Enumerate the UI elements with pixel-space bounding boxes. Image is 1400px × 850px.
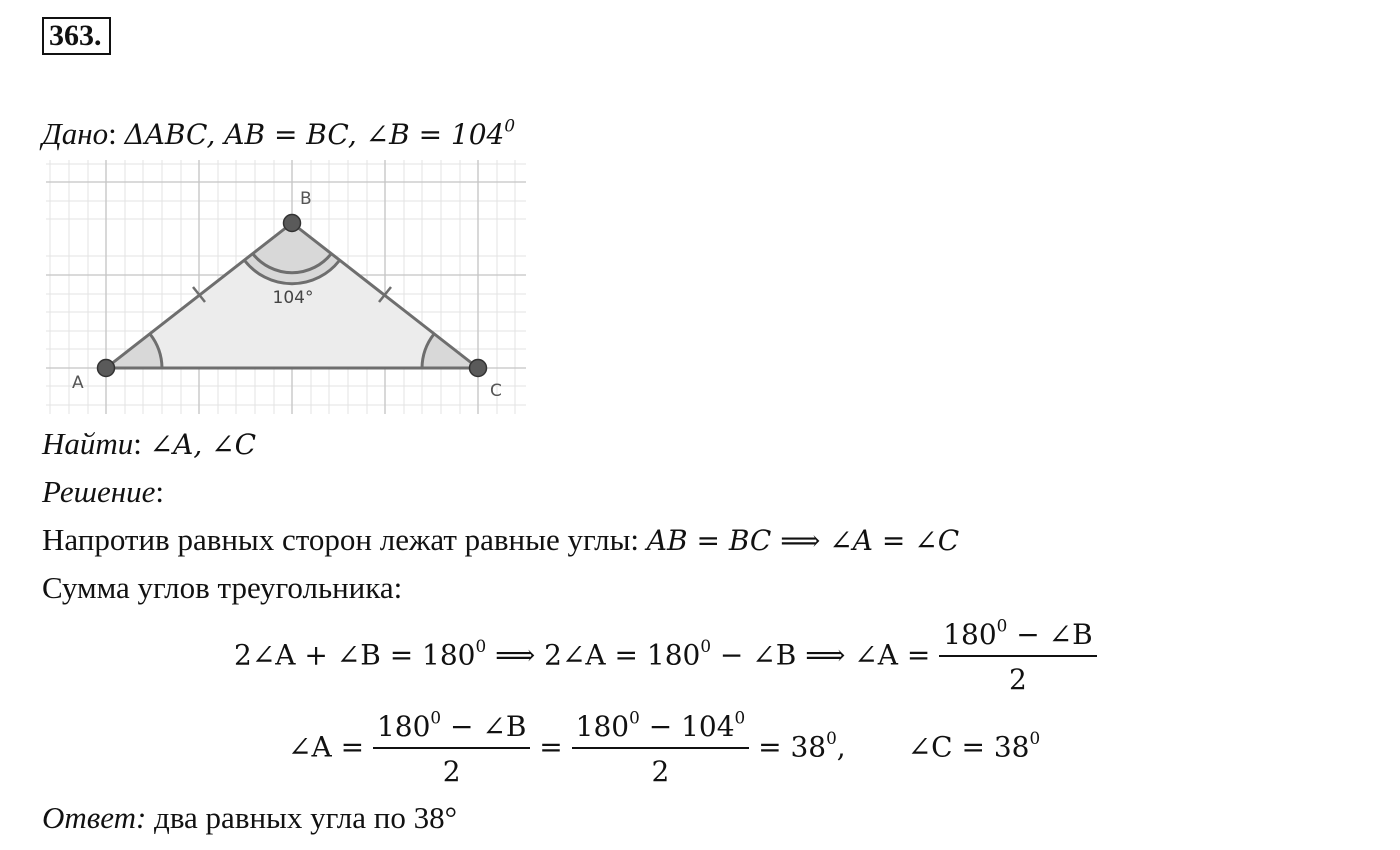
- eq1-num-value: 180: [943, 618, 997, 651]
- eq2-f1-num-value: 180: [376, 710, 431, 743]
- vertex-c-label: C: [490, 381, 502, 401]
- equation-2: [288, 707, 1041, 788]
- given-degree: 0: [504, 115, 516, 136]
- eq1-fraction-denominator: 2: [1009, 663, 1027, 696]
- vertex-c-point: [470, 360, 487, 377]
- answer-text: два равных угла по 38°: [146, 800, 457, 835]
- find-text: ∠A, ∠C: [149, 428, 257, 461]
- step2-line: [42, 568, 402, 608]
- eq1-fraction: [939, 615, 1096, 696]
- eq2-f1-num-degree: 0: [430, 707, 442, 728]
- step1-line: [42, 520, 959, 561]
- eq1-part2: ⟹ 2∠A = 180: [486, 638, 701, 672]
- find-line: Найти: ∠A, ∠C: [42, 426, 257, 461]
- equation-1: [234, 615, 1097, 696]
- step2-text: Сумма углов треугольника:: [42, 570, 403, 605]
- vertex-b-label: B: [300, 189, 312, 209]
- answer-line: [42, 798, 457, 838]
- eq1-part1: 2∠A + ∠B = 180: [234, 638, 476, 672]
- eq2-result-a-degree: 0: [826, 727, 837, 748]
- eq2-result-a: = 38: [749, 730, 827, 764]
- eq1-degree-1: 0: [475, 635, 487, 656]
- given-label: Дано: [42, 116, 109, 151]
- eq1-num-rest: − ∠B: [1007, 618, 1093, 651]
- eq1-part3: − ∠B ⟹ ∠A =: [711, 638, 940, 672]
- answer-label: Ответ:: [42, 800, 147, 835]
- eq2-f2-numerator: [572, 707, 750, 749]
- triangle-figure: [46, 160, 526, 414]
- eq2-fraction-2: [572, 707, 750, 788]
- eq2-equals: =: [530, 730, 572, 764]
- eq2-f1-num-rest: − ∠B: [441, 710, 527, 743]
- eq2-f1-denominator: 2: [442, 755, 461, 788]
- eq2-separator: ,: [836, 730, 846, 764]
- angle-b-label: 104°: [272, 288, 314, 308]
- eq2-f2-denominator: 2: [651, 755, 670, 788]
- eq2-f2-num-degree-2: 0: [734, 707, 746, 728]
- eq2-result-c-degree: 0: [1029, 727, 1041, 748]
- given-statement: [124, 115, 516, 151]
- step1-math: AB = BC ⟹ ∠A = ∠C: [646, 524, 960, 557]
- eq2-fraction-1: [373, 707, 530, 788]
- given-line: Дано: ΔABC, AB = BC, ∠B = $104^0$: [42, 115, 516, 151]
- solution-line: Решение:: [42, 474, 164, 509]
- given-text: ΔABC, AB = BC, ∠B = 104: [124, 118, 505, 151]
- eq2-f2-num-degree-1: 0: [629, 707, 640, 728]
- eq1-fraction-numerator: [939, 615, 1096, 657]
- eq1-num-degree: 0: [996, 615, 1008, 636]
- problem-number: 363.: [42, 17, 111, 55]
- eq2-f2-num-rest: − 104: [639, 710, 735, 743]
- vertex-a-point: [98, 360, 115, 377]
- vertex-b-point: [284, 215, 301, 232]
- eq2-f2-num-value: 180: [575, 710, 630, 743]
- eq2-f1-numerator: [373, 707, 530, 749]
- find-label: Найти: [42, 426, 134, 461]
- eq1-degree-2: 0: [700, 635, 712, 656]
- step1-text: Напротив равных сторон лежат равные углы:: [42, 522, 647, 557]
- solution-label: Решение: [42, 474, 156, 509]
- eq2-lhs: ∠A =: [288, 730, 373, 764]
- vertex-a-label: A: [72, 373, 84, 393]
- eq2-result-c: ∠C = 38: [907, 730, 1030, 764]
